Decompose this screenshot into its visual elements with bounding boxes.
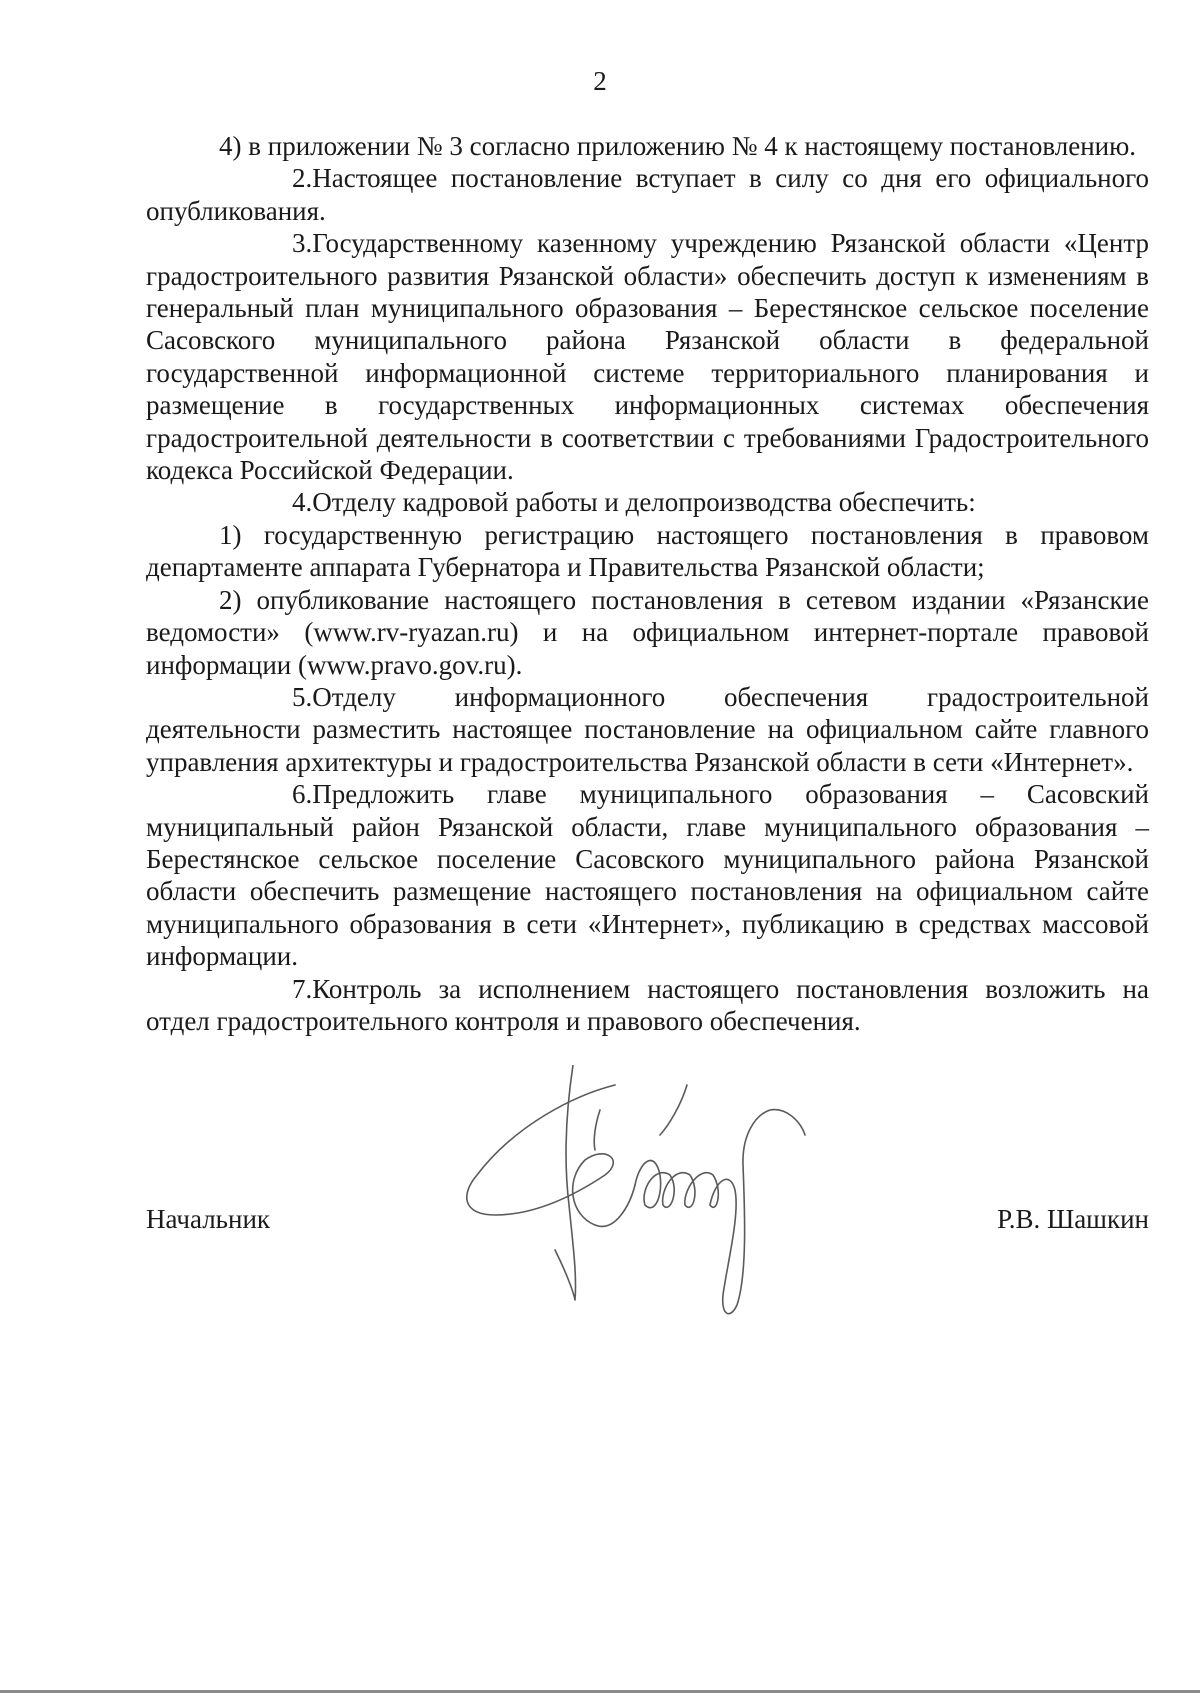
signatory-position: Начальник <box>146 1204 271 1234</box>
paragraph-4-subitem-1 <box>146 519 1149 584</box>
paragraph-text: Предложить главе муниципального образования – Сасовский муниципальный район Рязанской области, главе муниципального образования – Берестянское сельское поселение Сасовского муниципального района Рязанской области обеспечить размещение настоящего постановления на официальном сайте муниципального образования в сети «Интернет», публикацию в средствах массовой информации. <box>146 779 1149 972</box>
paragraph-text: Контроль за исполнением настоящего постановления возложить на отдел градостроительного контроля и правового обеспечения. <box>146 973 1149 1036</box>
paragraph-item-4-appendix <box>146 130 1149 162</box>
paragraph-number: 7. <box>292 973 313 1004</box>
scan-bottom-edge <box>0 1690 1200 1693</box>
paragraph-text: Отделу информационного обеспечения градостроительной деятельности разместить настоящее постановление на официальном сайте главного управления архитектуры и градостроительства Рязанской области в сети «Интернет». <box>146 681 1149 777</box>
signatory-name: Р.В. Шашкин <box>997 1204 1149 1234</box>
paragraph-number: 5. <box>292 681 313 712</box>
paragraph-text: Отделу кадровой работы и делопроизводства обеспечить: <box>312 487 976 518</box>
paragraph-5 <box>146 681 1149 778</box>
paragraph-number: 3. <box>292 228 313 259</box>
handwritten-signature <box>455 1065 835 1335</box>
paragraph-text: 1) государственную регистрацию настоящего постановления в правовом департаменте аппарата Губернатора и Правительства Рязанской области; <box>146 519 1149 583</box>
paragraph-number: 2. <box>292 163 313 194</box>
paragraph-3 <box>146 227 1149 486</box>
page-number: 2 <box>593 66 607 96</box>
paragraph-2 <box>146 162 1149 227</box>
paragraph-text: 4) в приложении № 3 согласно приложению № 4 к настоящему постановлению. <box>219 131 1137 161</box>
paragraph-text: Государственному казенному учреждению Рязанской области «Центр градостроительного развития Рязанской области» обеспечить доступ к изменениям в генеральный план муниципального образования – Берестянское сельское поселение Сасовского муниципального района Рязанской области в федеральной государственной информационной системе территориального планирования и размещение в государственных информационных системах обеспечения градостроительной деятельности в соответствии с требованиями Градостроительного кодекса Российской Федерации. <box>146 228 1149 486</box>
paragraph-4-subitem-2 <box>146 584 1149 681</box>
paragraph-number: 4. <box>292 487 313 518</box>
paragraph-7 <box>146 973 1149 1038</box>
paragraph-text: Настоящее постановление вступает в силу со дня его официального опубликования. <box>146 163 1149 226</box>
paragraph-4 <box>146 486 1149 518</box>
document-body <box>146 130 1149 1037</box>
paragraph-6 <box>146 778 1149 972</box>
paragraph-text: 2) опубликование настоящего постановления в сетевом издании «Рязанские ведомости» (www.rv-ryazan.ru) и на официальном интернет-портале правовой информации (www.pravo.gov.ru). <box>146 584 1149 680</box>
paragraph-number: 6. <box>292 779 313 810</box>
